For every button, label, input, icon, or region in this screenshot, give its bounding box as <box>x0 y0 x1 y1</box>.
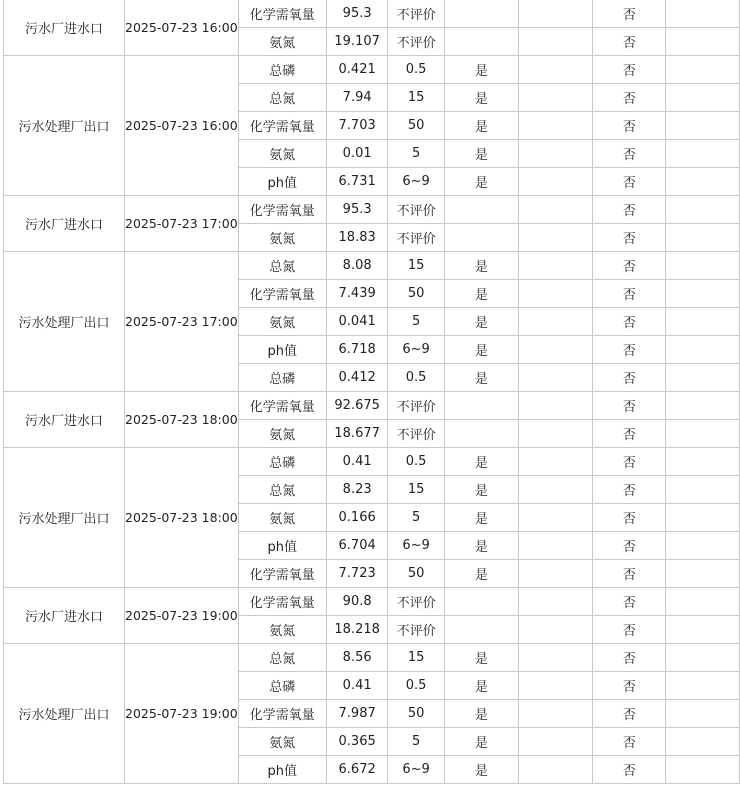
exceed-cell: 否 <box>593 168 666 196</box>
compliance-cell: 是 <box>444 140 518 168</box>
blank-cell <box>518 168 593 196</box>
item-cell: 化学需氧量 <box>238 560 326 588</box>
compliance-cell: 是 <box>444 672 518 700</box>
blank-cell <box>518 28 593 56</box>
limit-cell: 0.5 <box>388 56 444 84</box>
item-cell: 化学需氧量 <box>238 196 326 224</box>
table-body <box>4 0 740 784</box>
item-cell: 总氮 <box>238 84 326 112</box>
exceed-cell: 否 <box>593 560 666 588</box>
compliance-cell <box>444 420 518 448</box>
blank-cell <box>518 0 593 28</box>
limit-cell: 不评价 <box>388 28 444 56</box>
limit-cell: 6~9 <box>388 532 444 560</box>
value-cell: 6.718 <box>326 336 387 364</box>
value-cell: 92.675 <box>326 392 387 420</box>
exceed-cell: 否 <box>593 252 666 280</box>
compliance-cell: 是 <box>444 728 518 756</box>
limit-cell: 15 <box>388 84 444 112</box>
limit-cell: 5 <box>388 140 444 168</box>
limit-cell: 50 <box>388 280 444 308</box>
value-cell: 7.94 <box>326 84 387 112</box>
blank-cell <box>666 140 740 168</box>
blank-cell <box>518 196 593 224</box>
blank-cell <box>666 420 740 448</box>
value-cell: 6.704 <box>326 532 387 560</box>
compliance-cell: 是 <box>444 112 518 140</box>
blank-cell <box>666 560 740 588</box>
item-cell: 化学需氧量 <box>238 112 326 140</box>
blank-cell <box>666 504 740 532</box>
blank-cell <box>666 308 740 336</box>
limit-cell: 5 <box>388 728 444 756</box>
blank-cell <box>666 756 740 784</box>
time-cell: 2025-07-23 18:00 <box>125 392 239 448</box>
exceed-cell: 否 <box>593 672 666 700</box>
site-cell: 污水处理厂出口 <box>4 644 125 784</box>
blank-cell <box>666 28 740 56</box>
table-row <box>4 252 740 280</box>
value-cell: 95.3 <box>326 0 387 28</box>
compliance-cell <box>444 392 518 420</box>
limit-cell: 不评价 <box>388 224 444 252</box>
blank-cell <box>518 308 593 336</box>
limit-cell: 不评价 <box>388 420 444 448</box>
blank-cell <box>518 112 593 140</box>
blank-cell <box>518 448 593 476</box>
limit-cell: 不评价 <box>388 392 444 420</box>
item-cell: 化学需氧量 <box>238 392 326 420</box>
value-cell: 8.56 <box>326 644 387 672</box>
blank-cell <box>666 588 740 616</box>
table-row <box>4 588 740 616</box>
blank-cell <box>518 588 593 616</box>
item-cell: 总磷 <box>238 56 326 84</box>
exceed-cell: 否 <box>593 336 666 364</box>
exceed-cell: 否 <box>593 56 666 84</box>
compliance-cell: 是 <box>444 84 518 112</box>
blank-cell <box>518 476 593 504</box>
compliance-cell: 是 <box>444 560 518 588</box>
compliance-cell: 是 <box>444 364 518 392</box>
table-row <box>4 644 740 672</box>
item-cell: 氨氮 <box>238 616 326 644</box>
blank-cell <box>518 728 593 756</box>
site-cell: 污水处理厂出口 <box>4 56 125 196</box>
compliance-cell: 是 <box>444 280 518 308</box>
compliance-cell <box>444 28 518 56</box>
item-cell: 氨氮 <box>238 140 326 168</box>
exceed-cell: 否 <box>593 588 666 616</box>
item-cell: 化学需氧量 <box>238 588 326 616</box>
exceed-cell: 否 <box>593 448 666 476</box>
value-cell: 0.41 <box>326 448 387 476</box>
monitoring-table <box>3 0 740 784</box>
item-cell: 总氮 <box>238 252 326 280</box>
value-cell: 0.421 <box>326 56 387 84</box>
compliance-cell: 是 <box>444 168 518 196</box>
compliance-cell: 是 <box>444 336 518 364</box>
value-cell: 8.08 <box>326 252 387 280</box>
blank-cell <box>518 280 593 308</box>
exceed-cell: 否 <box>593 532 666 560</box>
limit-cell: 5 <box>388 308 444 336</box>
item-cell: 氨氮 <box>238 504 326 532</box>
value-cell: 18.83 <box>326 224 387 252</box>
exceed-cell: 否 <box>593 364 666 392</box>
blank-cell <box>666 84 740 112</box>
item-cell: 氨氮 <box>238 224 326 252</box>
compliance-cell: 是 <box>444 56 518 84</box>
limit-cell: 不评价 <box>388 588 444 616</box>
item-cell: 总氮 <box>238 476 326 504</box>
blank-cell <box>666 728 740 756</box>
blank-cell <box>666 644 740 672</box>
site-cell: 污水处理厂出口 <box>4 252 125 392</box>
value-cell: 7.723 <box>326 560 387 588</box>
limit-cell: 6~9 <box>388 756 444 784</box>
exceed-cell: 否 <box>593 420 666 448</box>
blank-cell <box>518 252 593 280</box>
table-row <box>4 56 740 84</box>
value-cell: 18.677 <box>326 420 387 448</box>
value-cell: 8.23 <box>326 476 387 504</box>
limit-cell: 15 <box>388 476 444 504</box>
blank-cell <box>666 280 740 308</box>
value-cell: 0.41 <box>326 672 387 700</box>
table-row <box>4 448 740 476</box>
compliance-cell: 是 <box>444 644 518 672</box>
value-cell: 6.731 <box>326 168 387 196</box>
value-cell: 7.703 <box>326 112 387 140</box>
item-cell: 总磷 <box>238 448 326 476</box>
exceed-cell: 否 <box>593 224 666 252</box>
time-cell: 2025-07-23 18:00 <box>125 448 239 588</box>
blank-cell <box>666 532 740 560</box>
exceed-cell: 否 <box>593 84 666 112</box>
compliance-cell: 是 <box>444 532 518 560</box>
exceed-cell: 否 <box>593 196 666 224</box>
value-cell: 6.672 <box>326 756 387 784</box>
limit-cell: 6~9 <box>388 336 444 364</box>
item-cell: 总磷 <box>238 364 326 392</box>
value-cell: 90.8 <box>326 588 387 616</box>
exceed-cell: 否 <box>593 616 666 644</box>
value-cell: 0.041 <box>326 308 387 336</box>
blank-cell <box>666 168 740 196</box>
blank-cell <box>518 336 593 364</box>
blank-cell <box>518 420 593 448</box>
exceed-cell: 否 <box>593 140 666 168</box>
blank-cell <box>518 672 593 700</box>
limit-cell: 50 <box>388 560 444 588</box>
blank-cell <box>666 672 740 700</box>
time-cell: 2025-07-23 17:00 <box>125 196 239 252</box>
value-cell: 0.166 <box>326 504 387 532</box>
blank-cell <box>518 84 593 112</box>
value-cell: 7.439 <box>326 280 387 308</box>
item-cell: ph值 <box>238 532 326 560</box>
exceed-cell: 否 <box>593 112 666 140</box>
exceed-cell: 否 <box>593 476 666 504</box>
blank-cell <box>518 616 593 644</box>
value-cell: 18.218 <box>326 616 387 644</box>
blank-cell <box>666 0 740 28</box>
blank-cell <box>666 616 740 644</box>
item-cell: ph值 <box>238 756 326 784</box>
blank-cell <box>666 196 740 224</box>
limit-cell: 6~9 <box>388 168 444 196</box>
item-cell: ph值 <box>238 336 326 364</box>
exceed-cell: 否 <box>593 728 666 756</box>
blank-cell <box>666 56 740 84</box>
exceed-cell: 否 <box>593 0 666 28</box>
item-cell: ph值 <box>238 168 326 196</box>
limit-cell: 不评价 <box>388 196 444 224</box>
compliance-cell: 是 <box>444 504 518 532</box>
site-cell: 污水厂进水口 <box>4 0 125 56</box>
compliance-cell <box>444 0 518 28</box>
time-cell: 2025-07-23 16:00 <box>125 0 239 56</box>
blank-cell <box>666 700 740 728</box>
exceed-cell: 否 <box>593 28 666 56</box>
limit-cell: 50 <box>388 700 444 728</box>
compliance-cell <box>444 224 518 252</box>
blank-cell <box>518 532 593 560</box>
blank-cell <box>666 336 740 364</box>
compliance-cell: 是 <box>444 756 518 784</box>
exceed-cell: 否 <box>593 280 666 308</box>
exceed-cell: 否 <box>593 644 666 672</box>
value-cell: 0.365 <box>326 728 387 756</box>
blank-cell <box>518 392 593 420</box>
site-cell: 污水厂进水口 <box>4 588 125 644</box>
table-row <box>4 0 740 28</box>
exceed-cell: 否 <box>593 700 666 728</box>
compliance-cell <box>444 196 518 224</box>
item-cell: 化学需氧量 <box>238 280 326 308</box>
value-cell: 7.987 <box>326 700 387 728</box>
item-cell: 氨氮 <box>238 28 326 56</box>
site-cell: 污水处理厂出口 <box>4 448 125 588</box>
blank-cell <box>518 504 593 532</box>
site-cell: 污水厂进水口 <box>4 392 125 448</box>
value-cell: 19.107 <box>326 28 387 56</box>
blank-cell <box>518 756 593 784</box>
compliance-cell: 是 <box>444 476 518 504</box>
limit-cell: 15 <box>388 252 444 280</box>
limit-cell: 0.5 <box>388 448 444 476</box>
limit-cell: 0.5 <box>388 672 444 700</box>
item-cell: 化学需氧量 <box>238 700 326 728</box>
blank-cell <box>518 140 593 168</box>
item-cell: 总磷 <box>238 672 326 700</box>
limit-cell: 不评价 <box>388 616 444 644</box>
item-cell: 总氮 <box>238 644 326 672</box>
time-cell: 2025-07-23 17:00 <box>125 252 239 392</box>
item-cell: 化学需氧量 <box>238 0 326 28</box>
item-cell: 氨氮 <box>238 728 326 756</box>
blank-cell <box>666 448 740 476</box>
blank-cell <box>518 224 593 252</box>
time-cell: 2025-07-23 16:00 <box>125 56 239 196</box>
blank-cell <box>666 364 740 392</box>
time-cell: 2025-07-23 19:00 <box>125 588 239 644</box>
blank-cell <box>666 112 740 140</box>
limit-cell: 5 <box>388 504 444 532</box>
limit-cell: 15 <box>388 644 444 672</box>
exceed-cell: 否 <box>593 504 666 532</box>
limit-cell: 0.5 <box>388 364 444 392</box>
compliance-cell: 是 <box>444 308 518 336</box>
limit-cell: 不评价 <box>388 0 444 28</box>
site-cell: 污水厂进水口 <box>4 196 125 252</box>
blank-cell <box>666 252 740 280</box>
compliance-cell: 是 <box>444 252 518 280</box>
blank-cell <box>518 364 593 392</box>
compliance-cell: 是 <box>444 448 518 476</box>
limit-cell: 50 <box>388 112 444 140</box>
exceed-cell: 否 <box>593 308 666 336</box>
table-row <box>4 196 740 224</box>
item-cell: 氨氮 <box>238 308 326 336</box>
value-cell: 0.01 <box>326 140 387 168</box>
exceed-cell: 否 <box>593 756 666 784</box>
table-row <box>4 392 740 420</box>
blank-cell <box>518 644 593 672</box>
time-cell: 2025-07-23 19:00 <box>125 644 239 784</box>
value-cell: 0.412 <box>326 364 387 392</box>
blank-cell <box>518 700 593 728</box>
blank-cell <box>666 224 740 252</box>
blank-cell <box>518 56 593 84</box>
exceed-cell: 否 <box>593 392 666 420</box>
blank-cell <box>518 560 593 588</box>
blank-cell <box>666 392 740 420</box>
item-cell: 氨氮 <box>238 420 326 448</box>
compliance-cell <box>444 616 518 644</box>
blank-cell <box>666 476 740 504</box>
compliance-cell: 是 <box>444 700 518 728</box>
compliance-cell <box>444 588 518 616</box>
value-cell: 95.3 <box>326 196 387 224</box>
